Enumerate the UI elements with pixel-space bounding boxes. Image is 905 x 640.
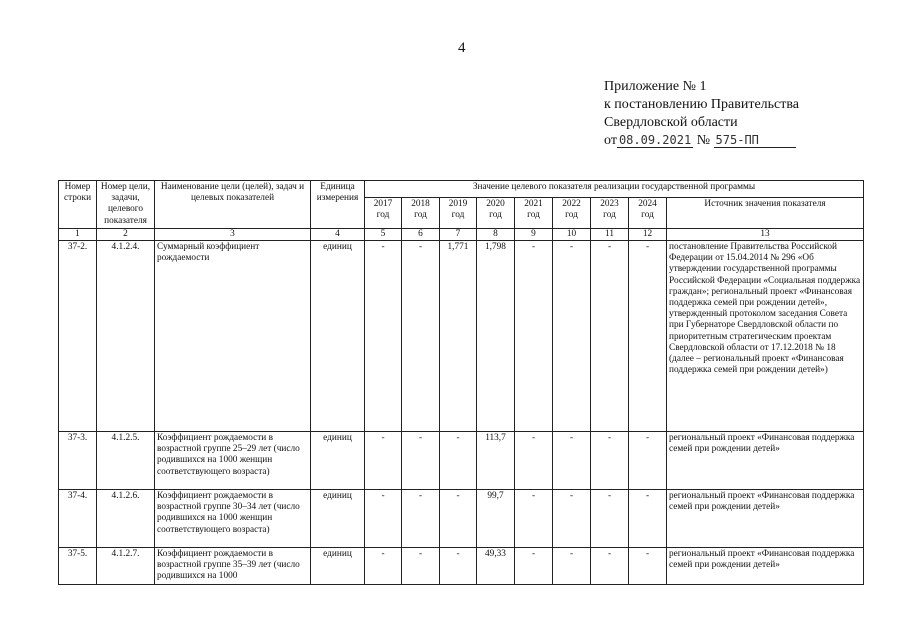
cell-goal-number: 4.1.2.7. <box>97 548 155 585</box>
cell-row-number: 37-4. <box>59 490 97 548</box>
column-number: 10 <box>553 228 591 240</box>
header-year: 2020 год <box>477 198 515 229</box>
resolution-number: 575-ПП <box>714 133 796 148</box>
column-number: 13 <box>667 228 864 240</box>
header-source: Источник значения показателя <box>667 198 864 229</box>
appendix-title: Приложение № 1 <box>604 79 707 94</box>
cell-name: Коэффициент рождаемости в возрастной группе 30–34 лет (число родившихся на 1000 женщин соответствующего возраста) <box>155 490 311 548</box>
cell-value: - <box>553 432 591 490</box>
cell-source: региональный проект «Финансовая поддержка семей при рождении детей» <box>667 490 864 548</box>
cell-value: - <box>402 490 440 548</box>
column-number: 11 <box>591 228 629 240</box>
cell-value: - <box>440 490 477 548</box>
cell-value: - <box>553 490 591 548</box>
table-row <box>59 548 864 585</box>
column-number: 4 <box>311 228 365 240</box>
cell-value: - <box>365 548 402 585</box>
cell-unit: единиц <box>311 241 365 432</box>
header-row-number: Номер строки <box>59 181 97 229</box>
column-number: 6 <box>402 228 440 240</box>
resolution-date: 08.09.2021 <box>618 133 692 147</box>
cell-value: - <box>402 241 440 432</box>
column-number: 2 <box>97 228 155 240</box>
column-number: 5 <box>365 228 402 240</box>
header-goal-number: Номер цели, задачи, целевого показателя <box>97 181 155 229</box>
header-values-group: Значение целевого показателя реализации государственной программы <box>365 181 864 198</box>
cell-value: - <box>553 548 591 585</box>
column-number: 7 <box>440 228 477 240</box>
cell-source: постановление Правительства Российской Федерации от 15.04.2014 № 296 «Об утверждении государственной программы Российской Федерации «Социальная поддержка граждан»; региональный проект «Финансовая поддержка семей при рождении детей», утвержденный протоколом заседания Совета при Губернаторе Свердловской области по приоритетным стратегическим проектам Свердловской области от 17.12.2018 № 18 (далее – региональный проект «Финансовая поддержка семей при рождении детей») <box>667 241 864 432</box>
cell-value: - <box>515 490 553 548</box>
cell-row-number: 37-5. <box>59 548 97 585</box>
cell-value: 1,798 <box>477 241 515 432</box>
cell-value: - <box>365 241 402 432</box>
table-row <box>59 432 864 490</box>
header-year: 2018 год <box>402 198 440 229</box>
header-name: Наименование цели (целей), задач и целевых показателей <box>155 181 311 229</box>
cell-row-number: 37-3. <box>59 432 97 490</box>
cell-value: - <box>515 241 553 432</box>
header-year: 2024 год <box>629 198 667 229</box>
table-row <box>59 490 864 548</box>
cell-value: - <box>591 490 629 548</box>
cell-value: - <box>402 548 440 585</box>
indicators-table <box>58 180 864 585</box>
column-number: 12 <box>629 228 667 240</box>
cell-value: - <box>515 548 553 585</box>
cell-value: - <box>591 432 629 490</box>
cell-goal-number: 4.1.2.5. <box>97 432 155 490</box>
cell-name: Суммарный коэффициент рождаемости <box>155 241 311 432</box>
cell-unit: единиц <box>311 548 365 585</box>
from-label: от <box>604 133 617 148</box>
cell-value: - <box>591 241 629 432</box>
cell-value: - <box>402 432 440 490</box>
cell-value: - <box>629 432 667 490</box>
header-year: 2023 год <box>591 198 629 229</box>
header-year: 2021 год <box>515 198 553 229</box>
column-number: 1 <box>59 228 97 240</box>
appendix-resolution: к постановлению Правительства <box>604 97 800 112</box>
cell-value: - <box>440 548 477 585</box>
cell-row-number: 37-2. <box>59 241 97 432</box>
cell-source: региональный проект «Финансовая поддержка семей при рождении детей» <box>667 548 864 585</box>
cell-value: - <box>591 548 629 585</box>
header-unit: Единица измерения <box>311 181 365 229</box>
header-year: 2017 год <box>365 198 402 229</box>
table-row <box>59 241 864 432</box>
cell-unit: единиц <box>311 490 365 548</box>
cell-value: - <box>553 241 591 432</box>
appendix-header <box>604 78 799 150</box>
column-number: 8 <box>477 228 515 240</box>
appendix-date-line <box>604 132 799 150</box>
column-number: 3 <box>155 228 311 240</box>
cell-value: 49,33 <box>477 548 515 585</box>
cell-name: Коэффициент рождаемости в возрастной группе 35–39 лет (число родившихся на 1000 <box>155 548 311 585</box>
cell-goal-number: 4.1.2.6. <box>97 490 155 548</box>
appendix-region: Свердловской области <box>604 115 738 130</box>
number-label: № <box>696 133 711 148</box>
header-year: 2022 год <box>553 198 591 229</box>
cell-value: 99,7 <box>477 490 515 548</box>
column-number: 9 <box>515 228 553 240</box>
cell-value: - <box>629 241 667 432</box>
cell-source: региональный проект «Финансовая поддержка семей при рождении детей» <box>667 432 864 490</box>
cell-goal-number: 4.1.2.4. <box>97 241 155 432</box>
cell-name: Коэффициент рождаемости в возрастной группе 25–29 лет (число родившихся на 1000 женщин соответствующего возраста) <box>155 432 311 490</box>
cell-value: - <box>365 490 402 548</box>
page-number: 4 <box>458 40 466 56</box>
cell-value: 1,771 <box>440 241 477 432</box>
cell-value: - <box>515 432 553 490</box>
cell-value: - <box>365 432 402 490</box>
cell-value: 113,7 <box>477 432 515 490</box>
cell-value: - <box>440 432 477 490</box>
cell-value: - <box>629 490 667 548</box>
cell-unit: единиц <box>311 432 365 490</box>
cell-value: - <box>629 548 667 585</box>
header-year: 2019 год <box>440 198 477 229</box>
